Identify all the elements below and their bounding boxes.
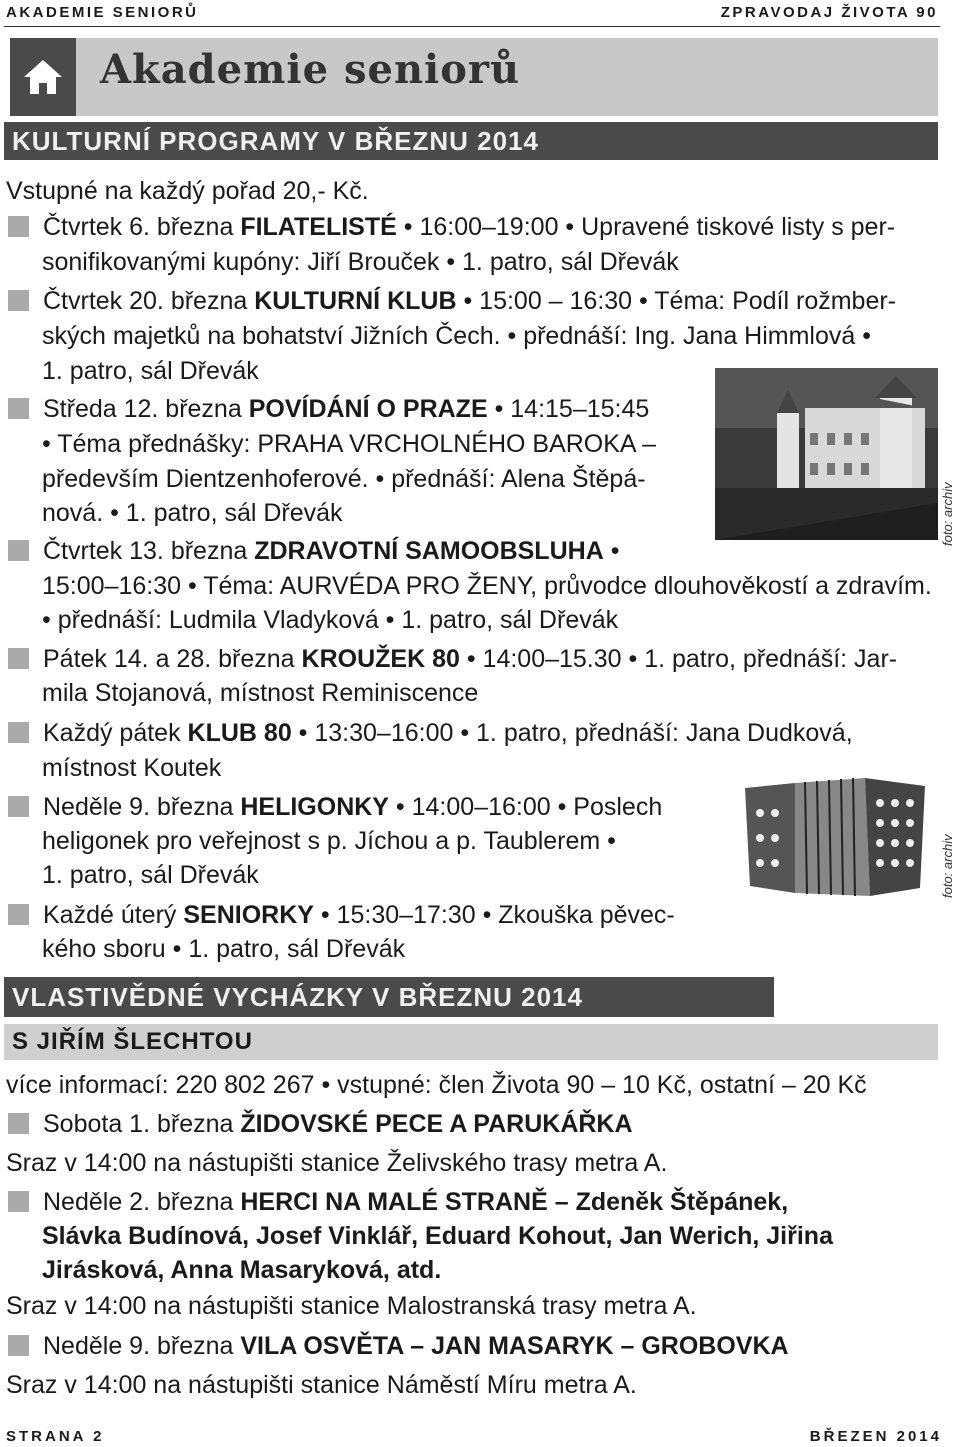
page-title: Akademie seniorů <box>100 46 521 93</box>
castle-photo <box>715 368 938 540</box>
event-text-line: sonifikovanými kupóny: Jiří Brouček • 1. patro, sál Dřevák <box>42 248 679 276</box>
section-heading-walks: VLASTIVĚDNÉ VYCHÁZKY V BŘEZNU 2014 <box>4 977 774 1017</box>
header-section-name: AKADEMIE SENIORŮ <box>6 4 199 21</box>
event-text-line: • Téma přednášky: PRAHA VRCHOLNÉHO BAROKA – <box>42 430 657 458</box>
bullet-square <box>8 290 29 311</box>
walk-meeting-point: Sraz v 14:00 na nástupišti stanice Náměstí Míru metra A. <box>6 1371 637 1399</box>
photo-credit: foto: archiv <box>940 482 955 546</box>
header-rule <box>4 26 940 27</box>
event-klub80: Každý pátek KLUB 80 • 13:30–16:00 • 1. patro, přednáší: Jana Dudková, <box>8 717 853 750</box>
section-subheading-guide: S JIŘÍM ŠLECHTOU <box>4 1024 938 1060</box>
bullet-square <box>8 648 29 669</box>
header-publication-name: ZPRAVODAJ ŽIVOTA 90 <box>720 4 938 21</box>
event-text-line: • přednáší: Ludmila Vladyková • 1. patro, sál Dřevák <box>42 606 619 634</box>
section-heading-cultural: KULTURNÍ PROGRAMY V BŘEZNU 2014 <box>4 122 938 160</box>
bullet-square <box>8 796 29 817</box>
bullet-square <box>8 398 29 419</box>
walk-meeting-point: Sraz v 14:00 na nástupišti stanice Malostranská trasy metra A. <box>6 1292 697 1320</box>
event-povidani: Středa 12. března POVÍDÁNÍ O PRAZE • 14:15–15:45 <box>8 393 649 426</box>
event-text-line: 15:00–16:30 • Téma: AURVÉDA PRO ŽENY, průvodce dlouhověkostí a zdravím. <box>42 572 932 600</box>
walk-vila-osveta: Neděle 9. března VILA OSVĚTA – JAN MASARYK – GROBOVKA <box>8 1330 789 1363</box>
bullet-square <box>8 1191 29 1212</box>
event-text-line: mila Stojanová, místnost Reminiscence <box>42 679 479 707</box>
event-text-line: 1. patro, sál Dřevák <box>42 357 259 385</box>
bullet-square <box>8 904 29 925</box>
footer-issue-date: BŘEZEN 2014 <box>809 1428 942 1445</box>
photo-credit: foto: archiv <box>940 834 955 898</box>
event-filatelisté: Čtvrtek 6. března FILATELISTÉ • 16:00–19:00 • Upravené tiskové listy s per- <box>8 211 895 244</box>
event-text-line: heligonek pro veřejnost s p. Jíchou a p. Taublerem • <box>42 827 616 855</box>
home-icon <box>22 58 64 96</box>
walk-herci: Neděle 2. března HERCI NA MALÉ STRANĚ – Zdeněk Štěpánek, <box>8 1186 788 1219</box>
walk-text-line: Slávka Budínová, Josef Vinklář, Eduard Kohout, Jan Werich, Jiřina <box>42 1222 833 1250</box>
title-banner <box>10 38 938 116</box>
bullet-square <box>8 1335 29 1356</box>
bullet-square <box>8 540 29 561</box>
walk-meeting-point: Sraz v 14:00 na nástupišti stanice Želivského trasy metra A. <box>6 1149 668 1177</box>
event-heligonky: Neděle 9. března HELIGONKY • 14:00–16:00 • Poslech <box>8 791 662 824</box>
footer-page-number: STRANA 2 <box>6 1428 105 1445</box>
bullet-square <box>8 722 29 743</box>
event-text-line: 1. patro, sál Dřevák <box>42 861 259 889</box>
event-text-line: nová. • 1. patro, sál Dřevák <box>42 499 343 527</box>
bullet-square <box>8 216 29 237</box>
bullet-square <box>8 1113 29 1134</box>
accordion-photo <box>735 768 935 908</box>
home-icon-box <box>10 38 76 116</box>
intro-text: Vstupné na každý pořad 20,- Kč. <box>6 177 369 205</box>
event-text-line: ských majetků na bohatství Jižních Čech. • přednáší: Ing. Jana Himmlová • <box>42 322 871 350</box>
event-krouzek: Pátek 14. a 28. března KROUŽEK 80 • 14:00–15.30 • 1. patro, přednáší: Jar- <box>8 643 897 676</box>
walk-text-line: Jirásková, Anna Masaryková, atd. <box>42 1256 442 1284</box>
walk-zidovske-pece: Sobota 1. března ŽIDOVSKÉ PECE A PARUKÁŘKA <box>8 1108 633 1141</box>
event-text-line: kého sboru • 1. patro, sál Dřevák <box>42 935 406 963</box>
walks-info: více informací: 220 802 267 • vstupné: člen Života 90 – 10 Kč, ostatní – 20 Kč <box>6 1071 867 1099</box>
event-text-line: především Dientzenhoferové. • přednáší: Alena Štěpá- <box>42 465 646 493</box>
running-header <box>6 4 938 24</box>
event-text-line: místnost Koutek <box>42 754 222 782</box>
event-kulturni-klub: Čtvrtek 20. března KULTURNÍ KLUB • 15:00 – 16:30 • Téma: Podíl rožmber- <box>8 285 896 318</box>
event-zdravotni: Čtvrtek 13. března ZDRAVOTNÍ SAMOOBSLUHA • <box>8 535 619 568</box>
event-seniorky: Každé úterý SENIORKY • 15:30–17:30 • Zkouška pěvec- <box>8 899 675 932</box>
